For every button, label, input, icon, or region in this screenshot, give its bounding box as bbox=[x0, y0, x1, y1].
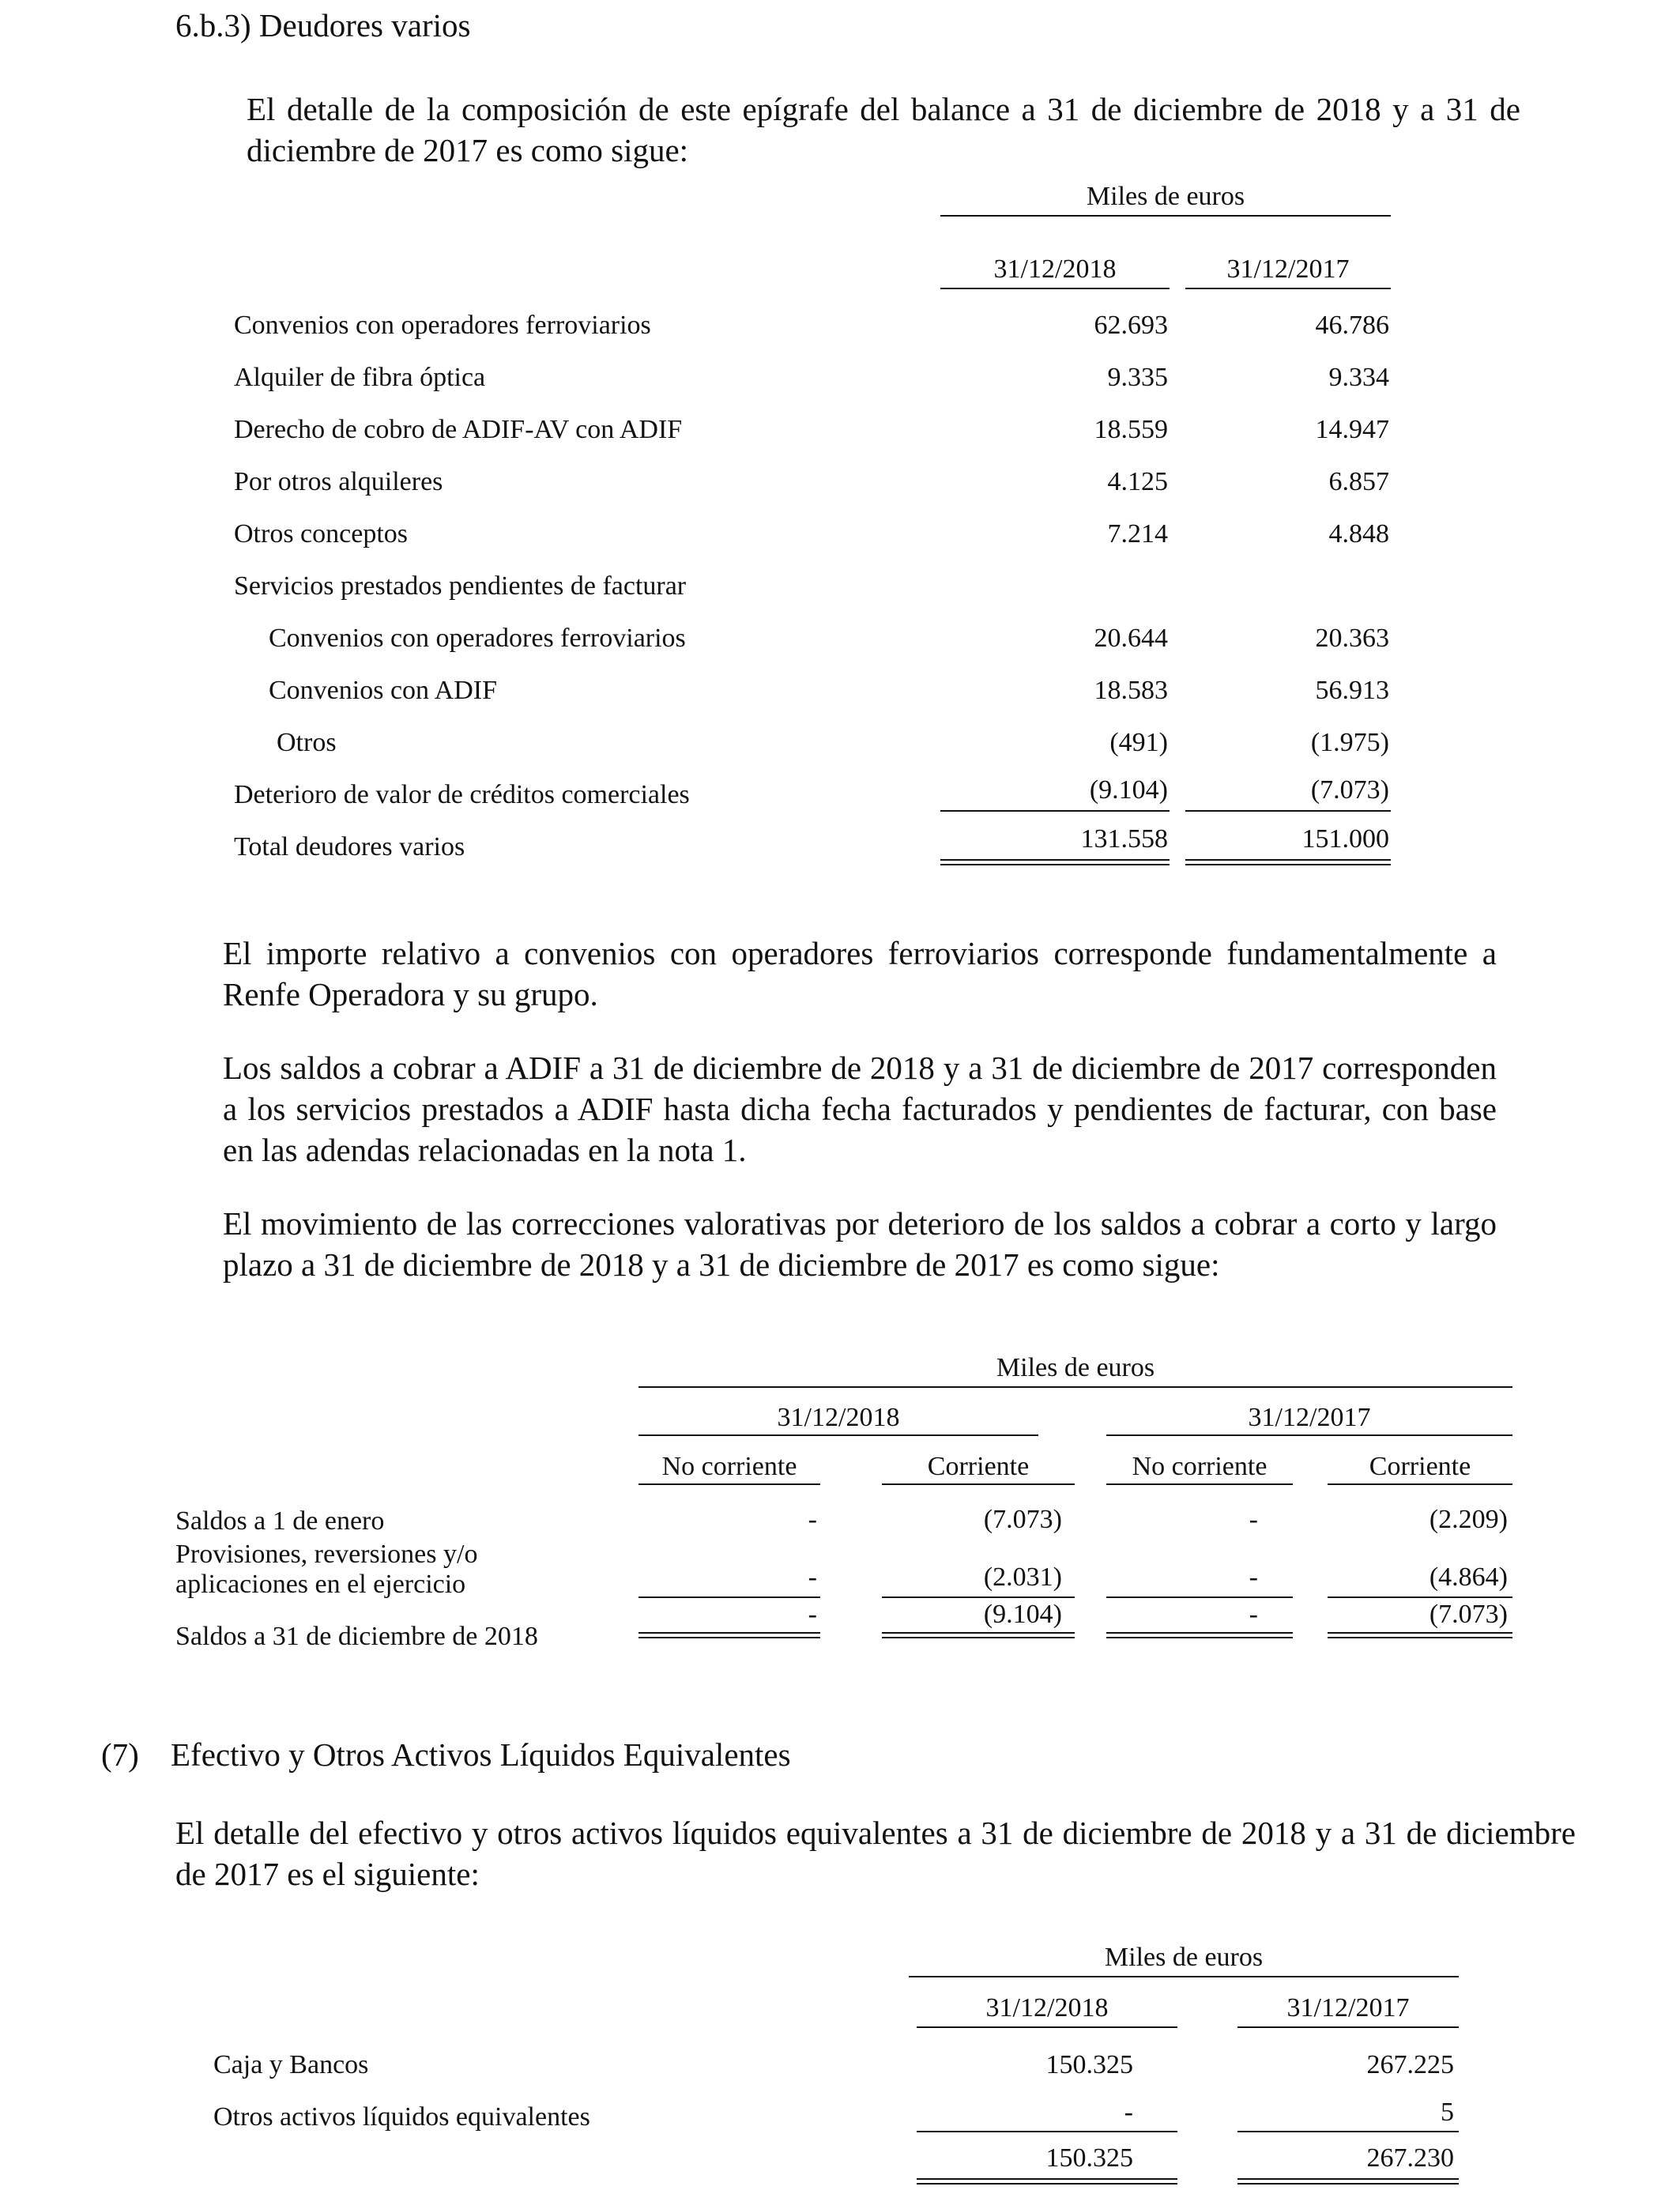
table-cell: (2.031) bbox=[983, 1563, 1062, 1592]
table-cell: 5 bbox=[1441, 2098, 1454, 2127]
table-cell: (7.073) bbox=[1429, 1600, 1508, 1629]
table-cell: 151.000 bbox=[1301, 824, 1389, 854]
paragraph-convenios: El importe relativo a convenios con operadores ferroviarios corresponde fundamentalmente a Renfe Operadora y su grupo. bbox=[223, 935, 1497, 1012]
table-cell: (9.104) bbox=[1089, 775, 1168, 805]
table-cell: 4.848 bbox=[1328, 519, 1389, 548]
table-cell: - bbox=[1249, 1505, 1258, 1534]
table2-year-2018: 31/12/2018 bbox=[777, 1403, 900, 1432]
table-row-label: Otros conceptos bbox=[234, 519, 409, 548]
table-cell: 20.363 bbox=[1315, 624, 1389, 653]
table-cell: 56.913 bbox=[1315, 676, 1389, 705]
table-cell: 267.225 bbox=[1366, 2050, 1454, 2079]
table-row-label-line1: Provisiones, reversiones y/o bbox=[175, 1540, 478, 1569]
section7-number: (7) bbox=[101, 1736, 139, 1773]
paragraph-efectivo: El detalle del efectivo y otros activos líquidos equivalentes a 31 de diciembre de 2018 y a 31 de diciembre de 2017 es el siguiente: bbox=[175, 1815, 1576, 1892]
table-cell: - bbox=[1124, 2098, 1133, 2127]
table-cell: (1.975) bbox=[1310, 728, 1389, 757]
table-row-label: Otros activos líquidos equivalentes bbox=[213, 2102, 590, 2132]
table-cell: 4.125 bbox=[1107, 467, 1168, 496]
section7-title: Efectivo y Otros Activos Líquidos Equivalentes bbox=[171, 1736, 791, 1773]
table-row-label: Alquiler de fibra óptica bbox=[234, 363, 486, 392]
table-cell: 62.693 bbox=[1094, 311, 1168, 340]
table3-total-2017: 267.230 bbox=[1366, 2143, 1454, 2173]
table-cell: (2.209) bbox=[1429, 1505, 1508, 1534]
paragraph-saldos-adif: Los saldos a cobrar a ADIF a 31 de diciembre de 2018 y a 31 de diciembre de 2017 corresponden a los servicios prestados a ADIF hasta dicha fecha facturados y pendientes de facturar, con base en las adendas relacionadas en la nota 1. bbox=[223, 1050, 1497, 1168]
table-cell: 7.214 bbox=[1107, 519, 1168, 548]
table-cell: (491) bbox=[1109, 728, 1168, 757]
table2-unit-header: Miles de euros bbox=[996, 1353, 1155, 1382]
table-cell: - bbox=[1249, 1563, 1258, 1592]
table3-col-2018: 31/12/2018 bbox=[985, 1993, 1109, 2022]
table-cell: 20.644 bbox=[1094, 624, 1168, 653]
table-cell: 9.334 bbox=[1328, 363, 1389, 392]
table-cell: 6.857 bbox=[1328, 467, 1389, 496]
section-heading: 6.b.3) Deudores varios bbox=[175, 7, 471, 43]
table3-total-2018: 150.325 bbox=[1045, 2143, 1133, 2173]
table-cell: 150.325 bbox=[1045, 2050, 1133, 2079]
table-row-label: Total deudores varios bbox=[234, 832, 465, 861]
table-row-label: Servicios prestados pendientes de facturar bbox=[234, 571, 687, 601]
paragraph-movimiento: El movimiento de las correcciones valorativas por deterioro de los saldos a cobrar a corto y largo plazo a 31 de diciembre de 2018 y a 31 de diciembre de 2017 es como sigue: bbox=[223, 1205, 1497, 1283]
table-row-label: Convenios con operadores ferroviarios bbox=[269, 624, 686, 653]
table-cell: (7.073) bbox=[1310, 775, 1389, 805]
table-cell: (9.104) bbox=[983, 1600, 1062, 1629]
table2-subheader: No corriente bbox=[1132, 1452, 1268, 1481]
table-cell: - bbox=[1249, 1600, 1258, 1629]
table-row-label: Deterioro de valor de créditos comerciales bbox=[234, 780, 690, 809]
table-cell: 46.786 bbox=[1315, 311, 1389, 340]
table-cell: - bbox=[808, 1600, 817, 1629]
table-row-label-line2: aplicaciones en el ejercicio bbox=[175, 1570, 466, 1599]
table-cell: 9.335 bbox=[1107, 363, 1168, 392]
table-row-label: Derecho de cobro de ADIF-AV con ADIF bbox=[234, 415, 683, 444]
table-cell: 14.947 bbox=[1315, 415, 1389, 444]
table-row-label: Convenios con ADIF bbox=[269, 676, 497, 705]
table2-subheader: Corriente bbox=[927, 1452, 1030, 1481]
table-cell: (4.864) bbox=[1429, 1563, 1508, 1592]
table-cell: - bbox=[808, 1563, 817, 1592]
table-row-label: Saldos a 1 de enero bbox=[175, 1506, 385, 1536]
table-cell: (7.073) bbox=[983, 1505, 1062, 1534]
table1-col-2018: 31/12/2018 bbox=[993, 254, 1117, 284]
table-cell: 131.558 bbox=[1080, 824, 1168, 854]
table-row-label: Caja y Bancos bbox=[213, 2050, 369, 2079]
table3-unit-header: Miles de euros bbox=[1104, 1943, 1264, 1972]
table-cell: 18.559 bbox=[1094, 415, 1168, 444]
table2-subheader: No corriente bbox=[661, 1452, 797, 1481]
table2-subheader: Corriente bbox=[1369, 1452, 1471, 1481]
table-cell: - bbox=[808, 1505, 817, 1534]
intro-paragraph: El detalle de la composición de este epígrafe del balance a 31 de diciembre de 2018 y a 31 de diciembre de 2017 es como sigue: bbox=[247, 91, 1520, 168]
table3-col-2017: 31/12/2017 bbox=[1286, 1993, 1410, 2022]
table-row-label: Otros bbox=[277, 728, 337, 757]
table2-year-2017: 31/12/2017 bbox=[1248, 1403, 1371, 1432]
table1-col-2017: 31/12/2017 bbox=[1226, 254, 1350, 284]
table-row-label: Convenios con operadores ferroviarios bbox=[234, 311, 651, 340]
table-row-label: Por otros alquileres bbox=[234, 467, 443, 496]
table-cell: 18.583 bbox=[1094, 676, 1168, 705]
table-row-label: Saldos a 31 de diciembre de 2018 bbox=[175, 1622, 538, 1651]
table1-unit-header: Miles de euros bbox=[1086, 182, 1245, 211]
